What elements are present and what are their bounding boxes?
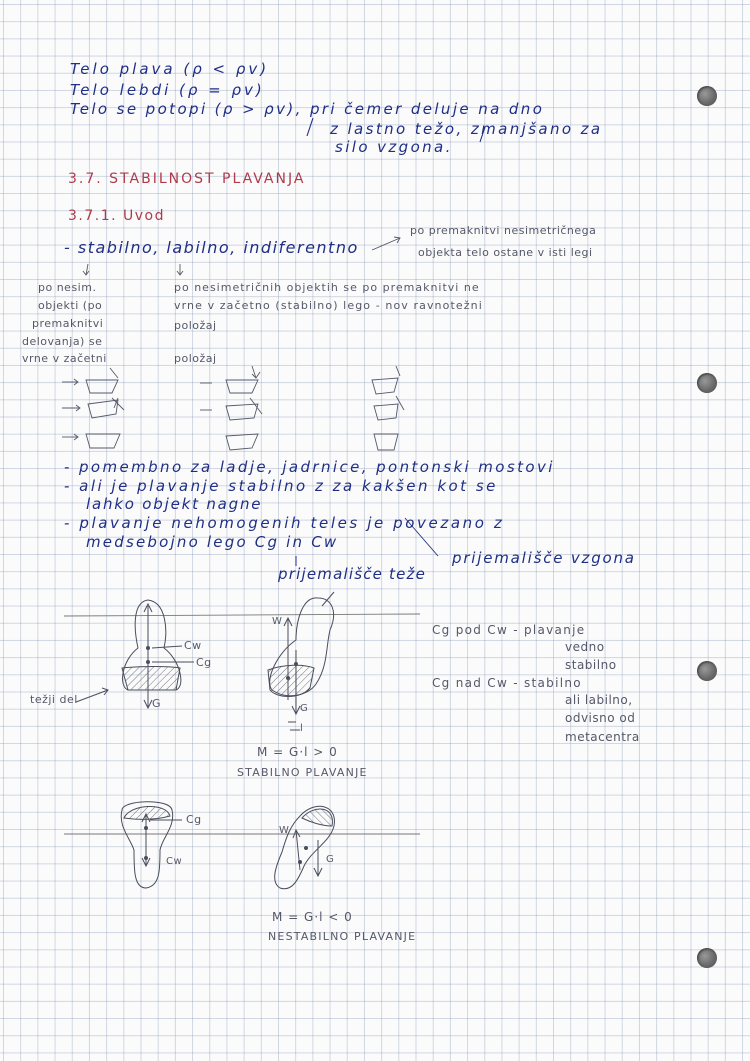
unstable-caption: NESTABILNO PLAVANJE	[268, 930, 417, 943]
cw-label: prijemališče vzgona	[452, 549, 636, 567]
bullet-2b: lahko objekt nagne	[86, 495, 263, 513]
note-1a: Cg pod Cw - plavanje	[432, 623, 586, 637]
diagram-cw-label: Cw	[184, 639, 202, 652]
intro-line-1: Telo plava (ρ < ρv)	[70, 60, 270, 78]
diagram-cw-label-3: Cw	[166, 856, 183, 867]
diagram-g-label-4: G	[326, 854, 335, 865]
intro-line-3b: z lastno težo, zmanjšano za	[330, 120, 603, 138]
indifferent-note-1: po premaknitvi nesimetričnega	[410, 224, 597, 237]
diagram-l-label: l	[300, 723, 304, 734]
note-1c: stabilno	[565, 658, 617, 672]
diagram-w-label-2: W	[272, 616, 283, 627]
intro-line-3a: Telo se potopi (ρ > ρv), pri čemer deluje na dno	[70, 100, 545, 118]
indifferent-note-2: objekta telo ostane v isti legi	[418, 246, 593, 259]
labile-note-3: položaj	[174, 319, 217, 332]
note-1b: vedno	[565, 640, 605, 654]
bullet-3b: medsebojno lego Cg in Cw	[86, 533, 339, 551]
labile-note-4: položaj	[174, 352, 217, 365]
subsection-heading: 3.7.1. Uvod	[68, 208, 166, 224]
diagram-heavy-part-label: težji del	[30, 693, 78, 706]
stable-body-tilted	[268, 592, 334, 730]
bullet-1: - pomembno za ladje, jadrnice, pontonski mostovi	[64, 458, 555, 476]
stable-note-4: delovanja) se	[22, 335, 103, 348]
stable-caption: STABILNO PLAVANJE	[237, 766, 368, 779]
diagram-cg-label: Cg	[196, 656, 212, 669]
diagram-g-label-2: G	[300, 703, 309, 714]
section-heading: 3.7. STABILNOST PLAVANJA	[68, 171, 306, 187]
bullet-2a: - ali je plavanje stabilno z za kakšen kot se	[64, 477, 498, 495]
intro-line-3c: silo vzgona.	[335, 138, 453, 156]
note-2d: metacentra	[565, 730, 640, 744]
labile-note-2: vrne v začetno (stabilno) lego - nov ravnotežni	[174, 299, 483, 312]
stable-note-3: premaknitvi	[32, 317, 104, 330]
cg-label: prijemališče teže	[278, 565, 427, 583]
unstable-body-upright	[121, 802, 182, 888]
divider-mark	[480, 127, 485, 142]
trapezoid-sketches	[62, 366, 404, 450]
stable-note-1: po nesim.	[38, 281, 97, 294]
types-list: - stabilno, labilno, indiferentno	[64, 238, 359, 257]
stable-formula: M = G·l > 0	[257, 745, 338, 759]
unstable-formula: M = G·l < 0	[272, 910, 353, 924]
stable-note-2: objekti (po	[38, 299, 103, 312]
stable-note-5: vrne v začetni	[22, 352, 107, 365]
diagram-w-label-4: W	[279, 825, 290, 836]
unstable-body-tilted	[275, 806, 335, 889]
divider-mark	[307, 118, 313, 136]
type-arrows	[83, 237, 438, 556]
note-2b: ali labilno,	[565, 693, 633, 707]
bullet-3a: - plavanje nehomogenih teles je povezano z	[64, 514, 505, 532]
labile-note-1: po nesimetričnih objektih se po premaknitvi ne	[174, 281, 480, 294]
water-line-top	[64, 614, 420, 616]
diagram-cg-label-3: Cg	[186, 813, 202, 826]
note-2c: odvisno od	[565, 711, 636, 725]
diagram-g-label: G	[152, 697, 162, 710]
note-2a: Cg nad Cw - stabilno	[432, 676, 582, 690]
intro-line-2: Telo lebdi (ρ = ρv)	[70, 81, 265, 99]
